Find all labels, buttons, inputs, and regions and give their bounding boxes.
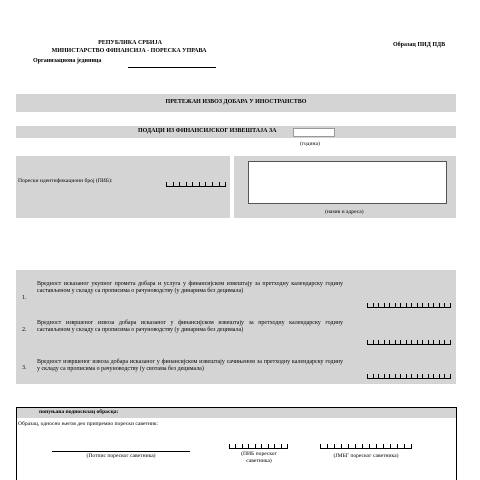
item-2-value-field[interactable] [367,340,451,345]
pib-panel [16,156,230,218]
signature-caption: (Потпис пореског саветника) [86,453,156,459]
signature-line[interactable] [52,451,190,452]
adviser-pib-field[interactable] [229,444,288,449]
adviser-jmbg-field[interactable] [320,444,412,449]
name-address-caption: (назив и адреса) [325,209,364,215]
adviser-jmbg-caption: (ЈМБГ пореског саветника) [333,453,399,459]
org-unit-field[interactable] [128,67,216,68]
title-band [16,94,456,112]
item-text: Вредност исказаног укупног промета добара и услуга у финансијском извештају за претходну календарску годину састављеном у складу са прописима о рачуноводству (у динарима без децимала) [37,281,343,295]
form-code: Образац ПИД ПДВ [393,42,446,48]
item-number: 3. [22,365,27,371]
pib-digit-field[interactable] [166,182,226,187]
org-unit-label: Организациона јединица [33,58,102,64]
name-address-input[interactable] [248,161,447,204]
item-3-value-field[interactable] [367,374,451,379]
adviser-pib-caption-line2: саветника) [246,458,272,464]
prepared-by-label: Образац, односно његов део припремио порески саветник: [18,421,159,427]
adviser-title-band [17,408,456,418]
item-text: Вредност извршеног извоза добара исказаног у финансијском извештају за претходну календарску годину састављеном у складу са прописима о рачуноводству (у динарима без децимала) [37,320,343,334]
ministry-heading: МИНИСТАРСТВО ФИНАНСИЈА - ПОРЕСКА УПРАВА [51,48,207,54]
pib-label: Порески идентификациони број (ПИБ): [18,178,113,184]
republic-heading: РЕПУБЛИКА СРБИЈА [98,40,162,46]
financial-band [16,126,456,138]
adviser-section-title: попуњава подносилац обрасца: [39,409,119,415]
item-1-value-field[interactable] [367,303,451,308]
form-title: ПРЕТЕЖАН ИЗВОЗ ДОБАРА У ИНОСТРАНСТВО [165,99,307,105]
year-caption: (година) [300,141,320,147]
financial-section-title: ПОДАЦИ ИЗ ФИНАНСИЈСКОГ ИЗВЕШТАЈА ЗА [138,128,277,134]
adviser-pib-caption-line1: (ПИБ пореског [241,451,277,457]
item-number: 2. [22,327,27,333]
item-text: Вредност извршеног извоза добара исказаног у финансијском извештају сачињеном за претходну календарску годину у складу са прописима о рачуноводству (у свотама без децимала) [37,359,343,373]
year-input[interactable] [293,128,335,137]
item-number: 1. [22,295,27,301]
